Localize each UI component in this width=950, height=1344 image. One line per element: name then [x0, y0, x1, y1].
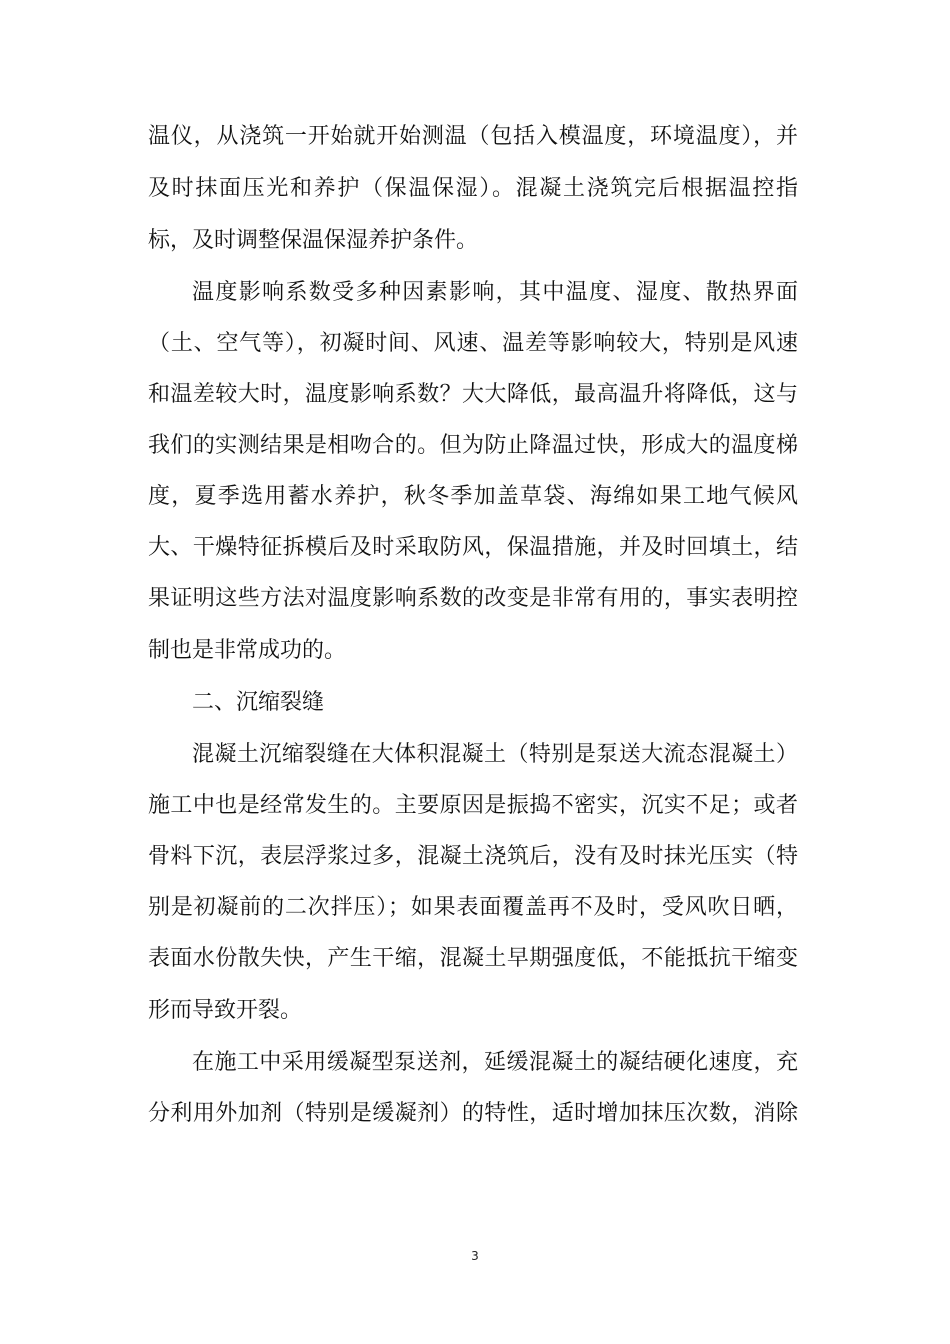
text-line: 和温差较大时，温度影响系数？大大降低，最高温升将降低，这与: [148, 382, 798, 407]
text-line: 及时抹面压光和养护（保温保湿）。混凝土浇筑完后根据温控指: [148, 176, 798, 201]
text-line: 混凝土沉缩裂缝在大体积混凝土（特别是泵送大流态混凝土）: [192, 742, 798, 767]
page-number: 3: [471, 1249, 479, 1263]
section-heading: 二、沉缩裂缝: [192, 690, 325, 715]
text-line: 温度影响系数受多种因素影响，其中温度、湿度、散热界面: [192, 280, 798, 305]
text-line: 别是初凝前的二次拌压）；如果表面覆盖再不及时，受风吹日晒，: [148, 895, 798, 920]
text-line: 标，及时调整保温保湿养护条件。: [148, 228, 479, 253]
text-line: 制也是非常成功的。: [148, 638, 347, 663]
text-line: 骨料下沉，表层浮浆过多，混凝土浇筑后，没有及时抹光压实（特: [148, 844, 798, 869]
text-line: 大、干燥特征拆模后及时采取防风，保温措施，并及时回填土，结: [148, 535, 798, 560]
text-line: （土、空气等），初凝时间、风速、温差等影响较大，特别是风速: [148, 331, 798, 356]
text-line: 在施工中采用缓凝型泵送剂，延缓混凝土的凝结硬化速度，充: [192, 1050, 798, 1075]
text-line: 度，夏季选用蓄水养护，秋冬季加盖草袋、海绵如果工地气候风: [148, 484, 798, 509]
text-line: 形而导致开裂。: [148, 998, 303, 1023]
text-line: 施工中也是经常发生的。主要原因是振捣不密实，沉实不足；或者: [148, 793, 798, 818]
text-line: 表面水份散失快，产生干缩，混凝土早期强度低，不能抵抗干缩变: [148, 946, 798, 971]
text-line: 分利用外加剂（特别是缓凝剂）的特性，适时增加抹压次数，消除: [148, 1101, 798, 1126]
text-line: 温仪，从浇筑一开始就开始测温（包括入模温度，环境温度），并: [148, 124, 798, 149]
text-line: 我们的实测结果是相吻合的。但为防止降温过快，形成大的温度梯: [148, 433, 798, 458]
text-line: 果证明这些方法对温度影响系数的改变是非常有用的，事实表明控: [148, 586, 798, 611]
